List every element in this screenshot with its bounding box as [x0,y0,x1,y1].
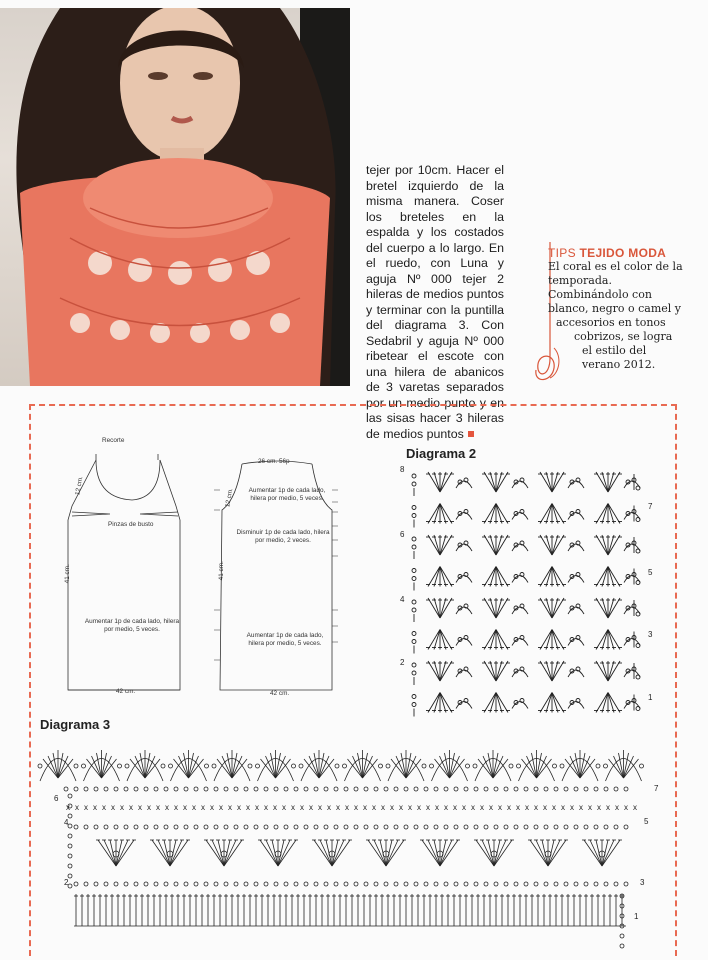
diagram3-symbols [38,750,644,948]
svg-text:x: x [543,803,547,812]
svg-text:x: x [453,803,457,812]
diagram2-row-label: 5 [648,568,653,577]
svg-text:x: x [156,803,160,812]
diagram3-row-label: 7 [654,784,659,793]
svg-text:x: x [291,803,295,812]
back-aumentar-top-label: Aumentar 1p de cada lado, hilera por medio, 5 veces. [248,487,326,502]
svg-text:x: x [462,803,466,812]
diagram3-row-label: 5 [644,817,649,826]
front-width-label: 42 cm. [116,688,136,695]
svg-text:x: x [561,803,565,812]
diagram2-chart [398,462,658,722]
svg-text:x: x [435,803,439,812]
back-aumentar-bottom-label: Aumentar 1p de cada lado, hilera por medio, 5 veces. [246,632,324,647]
svg-text:x: x [255,803,259,812]
diagram3-row-label: 2 [64,878,69,887]
svg-text:x: x [102,803,106,812]
diagram2-row-label: 6 [400,530,405,539]
svg-text:x: x [237,803,241,812]
diagram2-row-label: 8 [400,465,405,474]
svg-text:x: x [336,803,340,812]
tips-line: verano 2012. [582,358,656,371]
svg-text:x: x [309,803,313,812]
svg-text:x: x [570,803,574,812]
diagram3-row-label: 3 [640,878,645,887]
svg-text:x: x [246,803,250,812]
back-length-label: 41 cm. [217,561,225,581]
tips-line: El coral es el color de la [548,260,683,273]
svg-text:x: x [444,803,448,812]
diagram3-chart [36,736,652,950]
diagram2-row-label: 7 [648,502,653,511]
svg-text:x: x [345,803,349,812]
svg-text:x: x [201,803,205,812]
instructions-text [366,163,504,442]
svg-text:x: x [588,803,592,812]
diagram2-row-label: 1 [648,693,653,702]
svg-text:x: x [228,803,232,812]
tips-line: el estilo del [582,344,647,357]
tips-label-prefix: TIPS [548,246,576,260]
svg-text:x: x [489,803,493,812]
diagram2-symbols [412,472,640,717]
svg-text:x: x [219,803,223,812]
svg-text:x: x [129,803,133,812]
svg-text:x: x [165,803,169,812]
front-length-label: 41 cm. [63,564,71,584]
svg-text:x: x [66,803,70,812]
svg-text:x: x [606,803,610,812]
svg-text:x: x [282,803,286,812]
model-illustration [0,8,350,386]
svg-text:x: x [174,803,178,812]
svg-text:x: x [417,803,421,812]
front-neck-depth-label: 12 cm. [74,475,85,496]
front-aumentar-label: Aumentar 1p de cada lado, hilera por medio, 5 veces. [84,618,180,633]
svg-text:x: x [210,803,214,812]
svg-text:x: x [111,803,115,812]
svg-text:x: x [480,803,484,812]
svg-text:x: x [147,803,151,812]
svg-text:x: x [507,803,511,812]
svg-text:x: x [399,803,403,812]
svg-text:x: x [300,803,304,812]
svg-text:x: x [633,803,637,812]
tips-line: Combinándolo con [548,288,652,301]
svg-text:x: x [84,803,88,812]
front-pinzas-label: Pinzas de busto [108,521,154,528]
svg-text:x: x [192,803,196,812]
diagram3-row-label: 1 [634,912,639,921]
svg-text:x: x [579,803,583,812]
diagram2-row-label: 2 [400,658,405,667]
svg-text:x: x [381,803,385,812]
svg-text:x: x [552,803,556,812]
tips-line: cobrizos, se logra [574,330,673,343]
svg-text:x: x [372,803,376,812]
svg-text:x: x [327,803,331,812]
svg-text:x: x [354,803,358,812]
svg-text:x: x [624,803,628,812]
back-top-label: 26 cm. 56p [258,458,290,465]
svg-text:x: x [273,803,277,812]
svg-text:x: x [183,803,187,812]
svg-text:x: x [363,803,367,812]
svg-text:x: x [498,803,502,812]
tips-box [548,246,698,372]
tips-line: accesorios en tonos [556,316,666,329]
svg-text:x: x [597,803,601,812]
model-photo [0,8,350,386]
diagram2-row-label: 4 [400,595,405,604]
diagram3-row-label: 4 [64,818,69,827]
front-recorte-label: Recorte [102,437,125,444]
diagram3-row-label: 6 [54,794,59,803]
tips-line: temporada. [548,274,612,287]
svg-text:x: x [534,803,538,812]
diagram2-row-label: 3 [648,630,653,639]
svg-text:x: x [138,803,142,812]
back-disminuir-label: Disminuir 1p de cada lado, hilera por medio, 2 veces. [236,529,330,544]
tips-line: blanco, negro o camel y [548,302,681,315]
diagram3-title: Diagrama 3 [40,717,111,732]
svg-text:x: x [390,803,394,812]
svg-text:x: x [426,803,430,812]
svg-text:x: x [120,803,124,812]
svg-text:x: x [264,803,268,812]
tips-label-bold: TEJIDO MODA [579,246,667,260]
svg-text:x: x [318,803,322,812]
tips-label [548,246,698,260]
svg-text:x: x [408,803,412,812]
svg-text:x: x [75,803,79,812]
diagram2-title: Diagrama 2 [406,446,477,461]
svg-text:x: x [471,803,475,812]
back-width-label: 42 cm. [270,690,290,697]
svg-text:x: x [525,803,529,812]
instructions-paragraph: tejer por 10cm. Hacer el bretel izquierdo de la misma manera. Coser los breteles en la espalda y los costados del cuerpo a lo largo. En el ruedo, con Luna y aguja Nº 000 tejer 2 hileras de medios puntos y terminar con la puntilla del diagrama 3. Con Sedabril y aguja Nº 000 ribetear el escote con una hilera de abanicos de 3 varetas separados por un medio punto y en las sisas hacer 3 hileras de medios puntos [366,163,504,441]
svg-text:x: x [516,803,520,812]
svg-text:x: x [93,803,97,812]
svg-text:x: x [615,803,619,812]
back-neck-depth-label: 12 cm. [224,487,235,508]
